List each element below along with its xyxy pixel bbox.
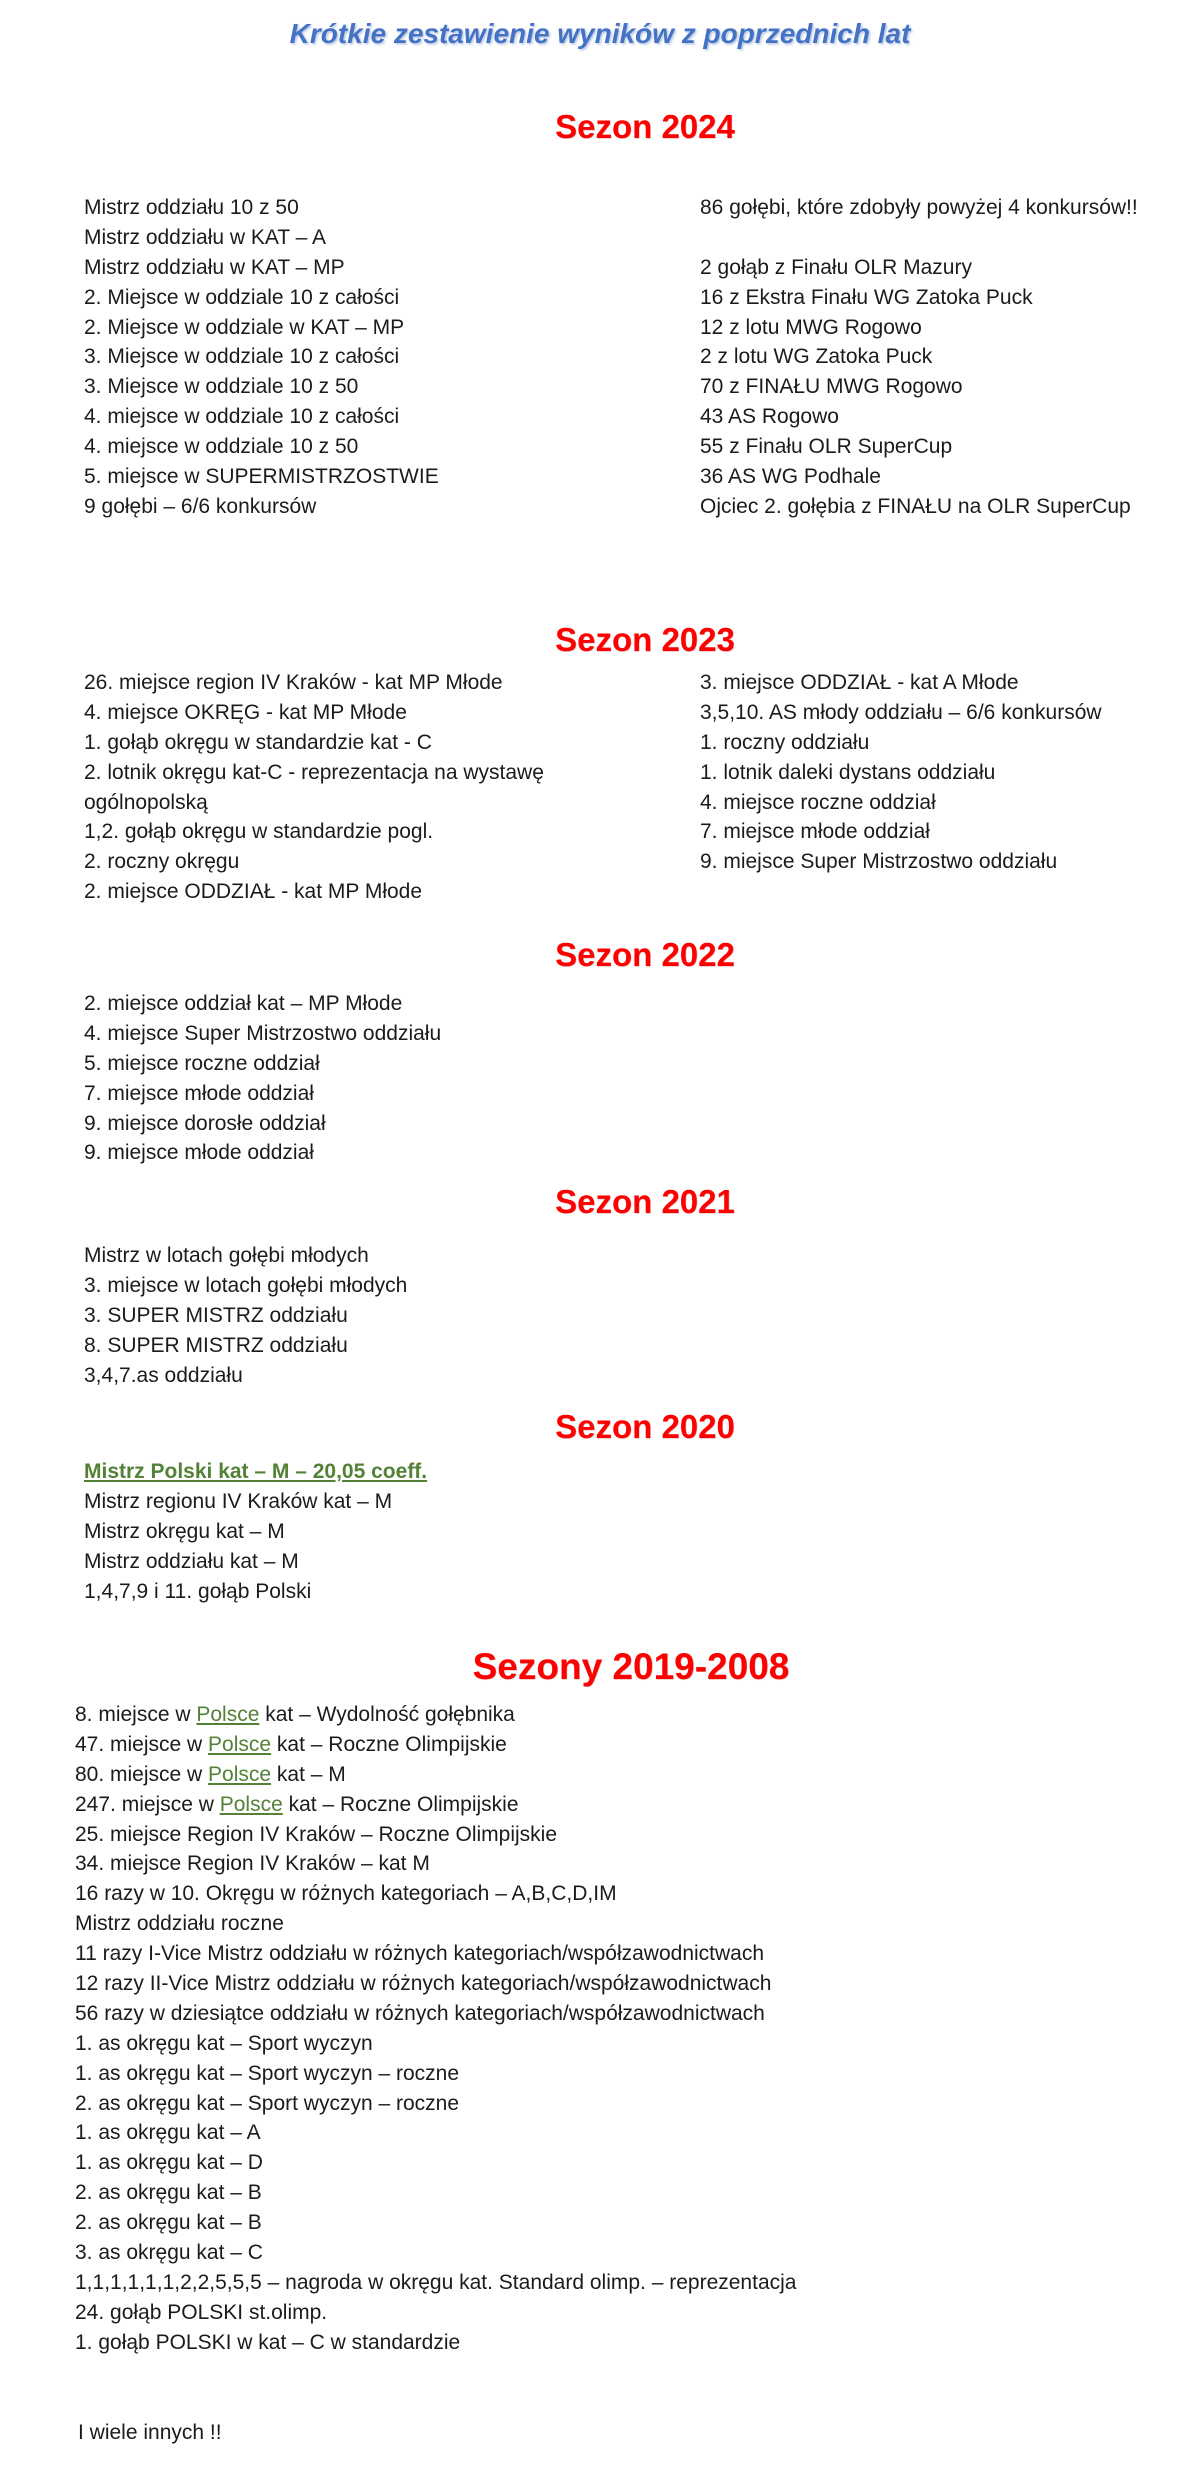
list-item: 12 z lotu MWG Rogowo bbox=[700, 315, 922, 339]
list-item: 3. miejsce ODDZIAŁ - kat A Młode bbox=[700, 671, 1019, 694]
list-item: 70 z FINAŁU MWG Rogowo bbox=[700, 375, 963, 399]
list-item: Mistrz okręgu kat – M bbox=[84, 1519, 285, 1543]
list-item bbox=[700, 223, 1138, 253]
list-item: 1. as okręgu kat – A bbox=[75, 2121, 261, 2145]
list-item: 3. Miejsce w oddziale 10 z 50 bbox=[84, 375, 359, 399]
list-item: Mistrz oddziału roczne bbox=[75, 1912, 284, 1936]
list-item: 34. miejsce Region IV Kraków – kat M bbox=[75, 1852, 430, 1876]
list-item: 2. Miejsce w oddziale 10 z całości bbox=[84, 285, 400, 309]
list-item: ogólnopolską bbox=[84, 790, 208, 814]
list-item: 3. as okręgu kat – C bbox=[75, 2241, 263, 2265]
seasons-2019-2008-list bbox=[75, 1700, 796, 2358]
list-item: 24. gołąb POLSKI st.olimp. bbox=[75, 2300, 328, 2324]
list-item: 55 z Finału OLR SuperCup bbox=[700, 435, 953, 459]
footer-note: I wiele innych !! bbox=[78, 2421, 222, 2444]
list-item: 3. SUPER MISTRZ oddziału bbox=[84, 1303, 348, 1327]
list-item: 36 AS WG Podhale bbox=[700, 465, 881, 489]
list-item: 2. roczny okręgu bbox=[84, 850, 240, 874]
season-2023-left-list bbox=[84, 668, 544, 907]
list-item: 8. SUPER MISTRZ oddziału bbox=[84, 1333, 348, 1357]
season-2021-list bbox=[84, 1241, 407, 1390]
season-2022-list bbox=[84, 989, 441, 1168]
season-2020-heading: Sezon 2020 bbox=[555, 1408, 735, 1445]
list-item: 11 razy I-Vice Mistrz oddziału w różnych kategoriach/współzawodnictwach bbox=[75, 1942, 765, 1966]
list-item: 43 AS Rogowo bbox=[700, 405, 839, 429]
list-item: 9. miejsce młode oddział bbox=[84, 1141, 314, 1165]
list-item: 1,1,1,1,1,1,2,2,5,5,5 – nagroda w okręgu kat. Standard olimp. – reprezentacja bbox=[75, 2270, 797, 2294]
list-item: 7. miejsce młode oddział bbox=[700, 820, 930, 844]
list-item: 4. miejsce roczne oddział bbox=[700, 790, 936, 814]
list-item: 2. Miejsce w oddziale w KAT – MP bbox=[84, 315, 405, 339]
text-segment: 8. miejsce w bbox=[75, 1703, 197, 1726]
list-item: 4. miejsce OKRĘG - kat MP Młode bbox=[84, 700, 407, 724]
highlight-line: Mistrz Polski kat – M – 20,05 coeff. bbox=[84, 1460, 428, 1483]
polsce-link[interactable]: Polsce bbox=[219, 1792, 283, 1816]
list-item: 12 razy II-Vice Mistrz oddziału w różnych kategoriach/współzawodnictwach bbox=[75, 1972, 772, 1996]
list-item: 9. miejsce Super Mistrzostwo oddziału bbox=[700, 850, 1058, 874]
list-item: 3,4,7.as oddziału bbox=[84, 1363, 243, 1387]
list-item: 1. as okręgu kat – D bbox=[75, 2151, 263, 2175]
text-segment: kat – Roczne Olimpijskie bbox=[271, 1732, 507, 1756]
text-segment: 247. miejsce w bbox=[75, 1792, 220, 1816]
season-2024-left-list bbox=[84, 193, 439, 522]
list-item: 16 razy w 10. Okręgu w różnych kategoriach – A,B,C,D,IM bbox=[75, 1882, 617, 1906]
list-item: 7. miejsce młode oddział bbox=[84, 1081, 314, 1105]
list-item bbox=[75, 1730, 796, 1760]
list-item: Mistrz regionu IV Kraków kat – M bbox=[84, 1489, 393, 1513]
season-2023-right-list bbox=[700, 668, 1102, 877]
list-item: 9. miejsce dorosłe oddział bbox=[84, 1111, 326, 1135]
list-item: 1,4,7,9 i 11. gołąb Polski bbox=[84, 1579, 312, 1603]
list-item: 56 razy w dziesiątce oddziału w różnych kategoriach/współzawodnictwach bbox=[75, 2001, 765, 2025]
text-segment: kat – Wydolność gołębnika bbox=[259, 1703, 515, 1726]
list-item: 4. miejsce w oddziale 10 z 50 bbox=[84, 435, 359, 459]
list-item: 2. as okręgu kat – B bbox=[75, 2181, 262, 2205]
polsce-link[interactable]: Polsce bbox=[208, 1732, 272, 1756]
list-item: Mistrz w lotach gołębi młodych bbox=[84, 1244, 369, 1267]
list-item: 1. roczny oddziału bbox=[700, 730, 870, 754]
list-item: Mistrz oddziału kat – M bbox=[84, 1549, 299, 1573]
list-item: Mistrz oddziału w KAT – MP bbox=[84, 255, 345, 279]
list-item: 2. miejsce oddział kat – MP Młode bbox=[84, 992, 403, 1015]
list-item: 25. miejsce Region IV Kraków – Roczne Olimpijskie bbox=[75, 1822, 558, 1846]
text-segment: kat – Roczne Olimpijskie bbox=[282, 1792, 519, 1816]
list-item: 5. miejsce roczne oddział bbox=[84, 1051, 320, 1075]
list-item: 26. miejsce region IV Kraków - kat MP Młode bbox=[84, 671, 503, 694]
list-item: 2 gołąb z Finału OLR Mazury bbox=[700, 255, 972, 279]
list-item: Ojciec 2. gołębia z FINAŁU na OLR SuperCup bbox=[700, 494, 1131, 518]
list-item: 2. miejsce ODDZIAŁ - kat MP Młode bbox=[84, 880, 423, 904]
text-segment: 80. miejsce w bbox=[75, 1762, 209, 1786]
list-item: 3. miejsce w lotach gołębi młodych bbox=[84, 1273, 408, 1297]
list-item: 4. miejsce Super Mistrzostwo oddziału bbox=[84, 1021, 442, 1045]
season-2023-heading: Sezon 2023 bbox=[555, 621, 735, 658]
page-title: Krótkie zestawienie wyników z poprzednich lat bbox=[289, 18, 911, 49]
list-item: 86 gołębi, które zdobyły powyżej 4 konkursów!! bbox=[700, 196, 1138, 219]
list-item: 2. lotnik okręgu kat-C - reprezentacja na wystawę bbox=[84, 760, 544, 784]
text-segment: 47. miejsce w bbox=[75, 1732, 209, 1756]
text-segment: kat – M bbox=[271, 1762, 346, 1786]
list-item: 1,2. gołąb okręgu w standardzie pogl. bbox=[84, 820, 434, 844]
list-item: 1. lotnik daleki dystans oddziału bbox=[700, 760, 996, 784]
list-item: 3. Miejsce w oddziale 10 z całości bbox=[84, 345, 400, 369]
list-item: 3,5,10. AS młody oddziału – 6/6 konkursów bbox=[700, 700, 1102, 724]
list-item bbox=[84, 1457, 427, 1487]
season-2022-heading: Sezon 2022 bbox=[555, 936, 735, 973]
list-item bbox=[75, 1700, 796, 1730]
season-2024-right-list bbox=[700, 193, 1138, 522]
polsce-link[interactable]: Polsce bbox=[208, 1762, 272, 1786]
list-item: 1. gołąb okręgu w standardzie kat - C bbox=[84, 730, 432, 754]
list-item: 2. as okręgu kat – B bbox=[75, 2211, 262, 2235]
list-item: 16 z Ekstra Finału WG Zatoka Puck bbox=[700, 285, 1033, 309]
season-2021-heading: Sezon 2021 bbox=[555, 1183, 735, 1220]
list-item: 2 z lotu WG Zatoka Puck bbox=[700, 345, 933, 369]
season-2024-heading: Sezon 2024 bbox=[555, 108, 735, 145]
list-item bbox=[75, 1760, 796, 1790]
list-item: 1. as okręgu kat – Sport wyczyn – roczne bbox=[75, 2061, 460, 2085]
list-item: 1. gołąb POLSKI w kat – C w standardzie bbox=[75, 2330, 461, 2354]
list-item: 5. miejsce w SUPERMISTRZOSTWIE bbox=[84, 465, 439, 489]
list-item: 4. miejsce w oddziale 10 z całości bbox=[84, 405, 400, 429]
list-item: Mistrz oddziału w KAT – A bbox=[84, 225, 326, 249]
season-2020-list bbox=[84, 1457, 427, 1606]
list-item: 9 gołębi – 6/6 konkursów bbox=[84, 494, 317, 518]
polsce-link[interactable]: Polsce bbox=[196, 1703, 260, 1726]
list-item: 2. as okręgu kat – Sport wyczyn – roczne bbox=[75, 2091, 460, 2115]
list-item bbox=[75, 1790, 796, 1820]
list-item: 1. as okręgu kat – Sport wyczyn bbox=[75, 2031, 373, 2055]
list-item: Mistrz oddziału 10 z 50 bbox=[84, 196, 299, 219]
seasons-2019-2008-heading: Sezony 2019-2008 bbox=[472, 1646, 790, 1687]
